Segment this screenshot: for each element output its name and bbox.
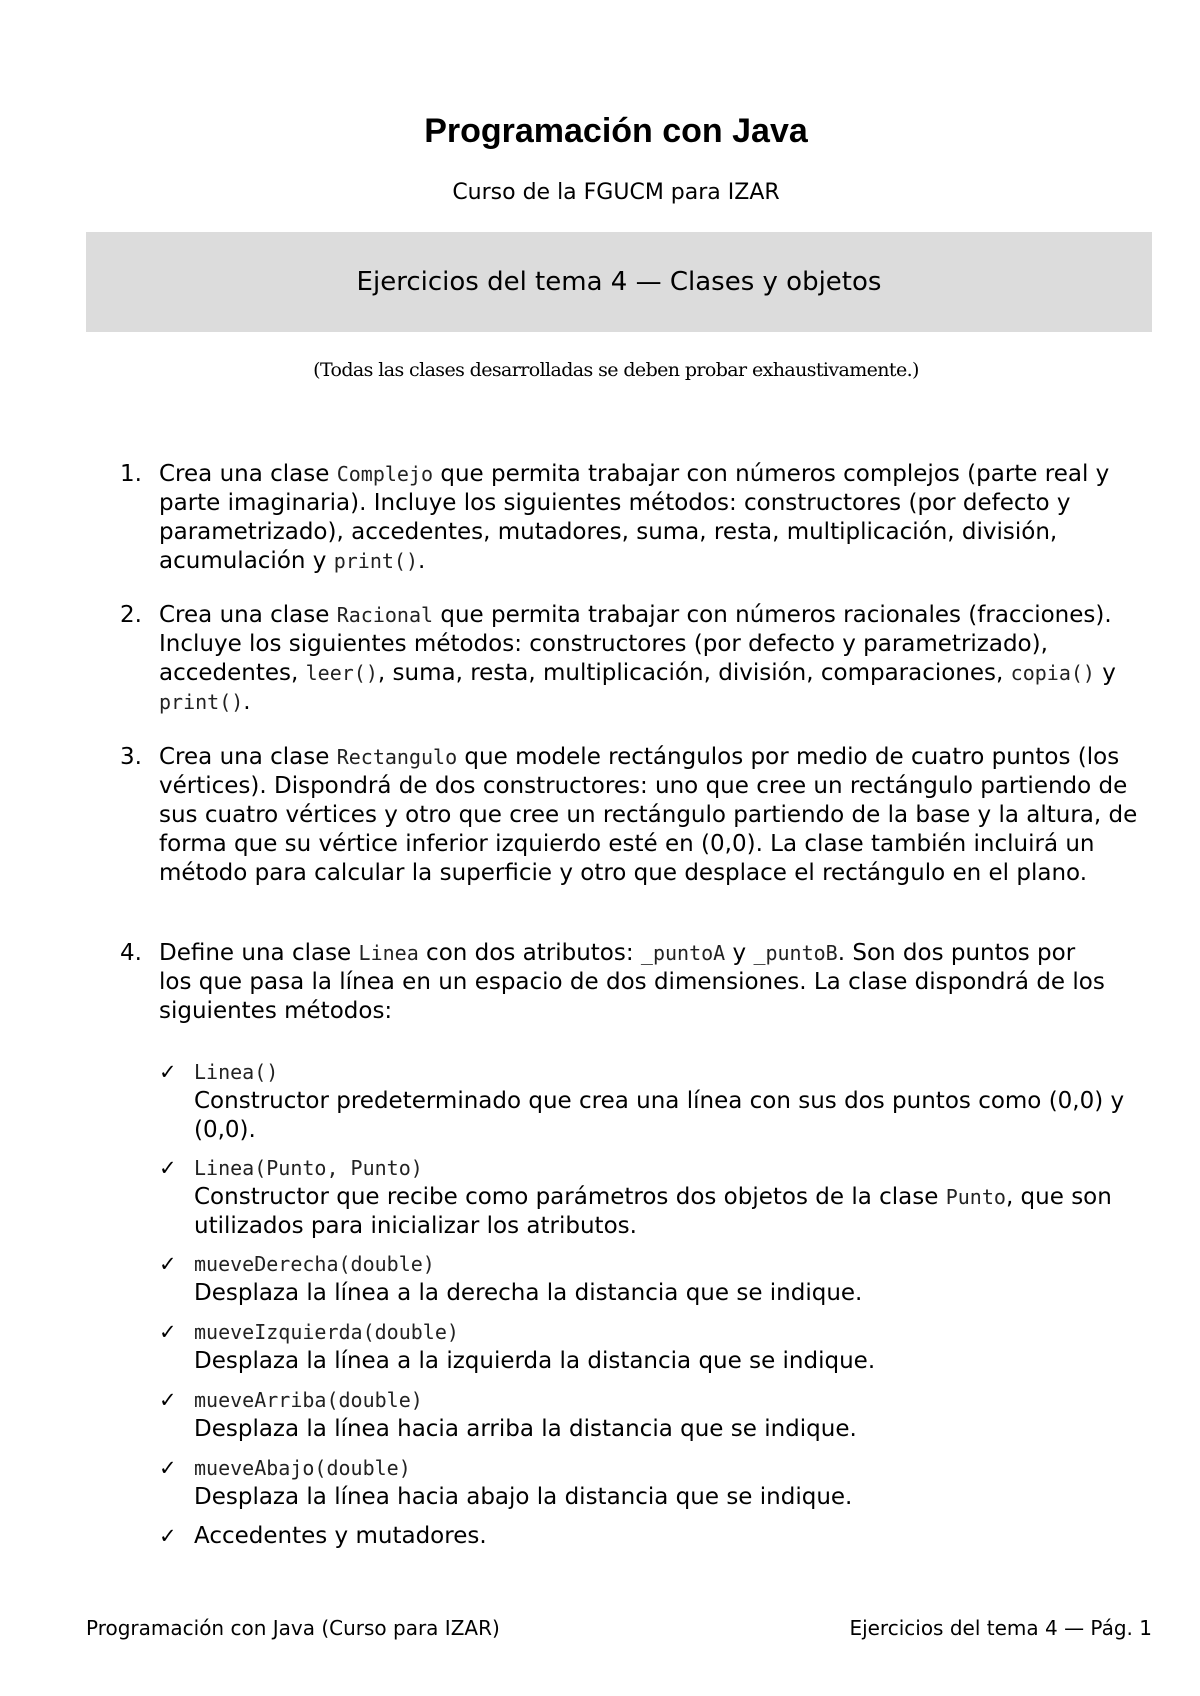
document-subtitle: Curso de la FGUCM para IZAR [452,180,780,205]
method-item [159,1522,1159,1551]
code-ref: copia() [1010,661,1095,685]
code-ref: Rectangulo [336,745,458,769]
text-run: Crea una clase [159,744,337,770]
method-item [159,1318,1159,1376]
code-ref: print() [333,549,418,573]
text-run: los que pasa la línea en un espacio de dos dimensiones. La clase dispondrá de los siguientes métodos: [159,969,1105,1024]
method-item [159,1250,1159,1308]
code-ref: Complejo [336,462,434,486]
text-run: . [418,548,426,574]
method-item [159,1154,1159,1241]
text-run: Define una clase [159,940,359,966]
method-description: Desplaza la línea a la izquierda la distancia que se indique. [194,1348,876,1374]
code-ref: Linea [358,941,419,965]
method-item [159,1386,1159,1444]
text-run: y [1094,660,1116,686]
footer-course: Programación con Java (Curso para IZAR) [86,1616,500,1640]
method-signature: Linea(Punto, Punto) [194,1156,423,1180]
text-run: , que son utilizados para inicializar los atributos. [194,1184,1112,1239]
text-run: . Son dos puntos por [837,940,1076,966]
text-run: Crea una clase [159,602,337,628]
section-banner [86,232,1152,332]
footer-page: Ejercicios del tema 4 — Pág. 1 [849,1616,1152,1640]
exercise-3 [120,743,1160,888]
method-signature: Linea() [194,1060,279,1084]
exercise-1 [120,460,1160,576]
text-run: Constructor que recibe como parámetros dos objetos de la clase [194,1184,946,1210]
text-run: que permita trabajar con números complejos (parte real y parte imaginaria). Incluye los siguientes métodos: constructores (por defecto y parametrizado), accedentes, mutadores, suma, resta, multiplicación, división, acumulación y [159,461,1110,574]
text-run: , suma, resta, multiplicación, división, comparaciones, [377,660,1011,686]
exercise-2 [120,601,1160,717]
banner-text: Ejercicios del tema 4 — Clases y objetos [356,267,882,297]
method-description [194,1183,1159,1241]
exercise-number: 4. [120,940,142,966]
checkmark-icon: ✓ [159,1456,177,1480]
exercise-text [159,460,1160,576]
exercise-number: 1. [120,461,142,487]
checkmark-icon: ✓ [159,1524,177,1548]
exercise-4 [120,939,1160,1026]
testing-note: (Todas las clases desarrolladas se deben probar exhaustivamente.) [313,359,919,381]
exercise-text [159,939,1160,1026]
text-run: y [725,940,754,966]
method-signature: mueveAbajo(double) [194,1456,411,1480]
text-run: con dos atributos: [418,940,641,966]
text-run: . [243,689,251,715]
method-signature: mueveArriba(double) [194,1388,423,1412]
checkmark-icon: ✓ [159,1320,177,1344]
method-description: Desplaza la línea a la derecha la distancia que se indique. [194,1280,863,1306]
exercise-number: 3. [120,744,142,770]
code-ref: leer() [305,661,378,685]
exercise-number: 2. [120,602,142,628]
exercise-text [159,743,1160,888]
method-item [159,1454,1159,1512]
exercise-text [159,601,1160,717]
code-ref: Punto [945,1185,1006,1209]
checkmark-icon: ✓ [159,1156,177,1180]
method-signature: mueveDerecha(double) [194,1252,435,1276]
method-signature: mueveIzquierda(double) [194,1320,459,1344]
method-description: Constructor predeterminado que crea una línea con sus dos puntos como (0,0) y (0,0). [194,1088,1125,1143]
document-title: Programación con Java [424,112,808,150]
method-description: Accedentes y mutadores. [194,1523,487,1549]
text-run: que modele rectángulos por medio de cuatro puntos (los vértices). Dispondrá de dos constructores: uno que cree un rectángulo partiendo de sus cuatro vértices y otro que cree un rectángulo partiendo de la base y la altura, de forma que su vértice inferior izquierdo esté en (0,0). La clase también incluirá un método para calcular la superficie y otro que desplace el rectángulo en el plano. [159,744,1138,886]
checkmark-icon: ✓ [159,1388,177,1412]
code-ref: Racional [336,603,434,627]
code-ref: _puntoA [640,941,726,965]
method-item [159,1058,1159,1145]
checkmark-icon: ✓ [159,1060,177,1084]
method-description: Desplaza la línea hacia abajo la distancia que se indique. [194,1484,853,1510]
text-run: Crea una clase [159,461,337,487]
code-ref: _puntoB [753,941,838,965]
checkmark-icon: ✓ [159,1252,177,1276]
method-description: Desplaza la línea hacia arriba la distancia que se indique. [194,1416,857,1442]
code-ref: print() [159,690,244,714]
text-run: que permita trabajar con números racionales (fracciones). Incluye los siguientes métodos: constructores (por defecto y parametrizado), accedentes, [159,602,1112,686]
